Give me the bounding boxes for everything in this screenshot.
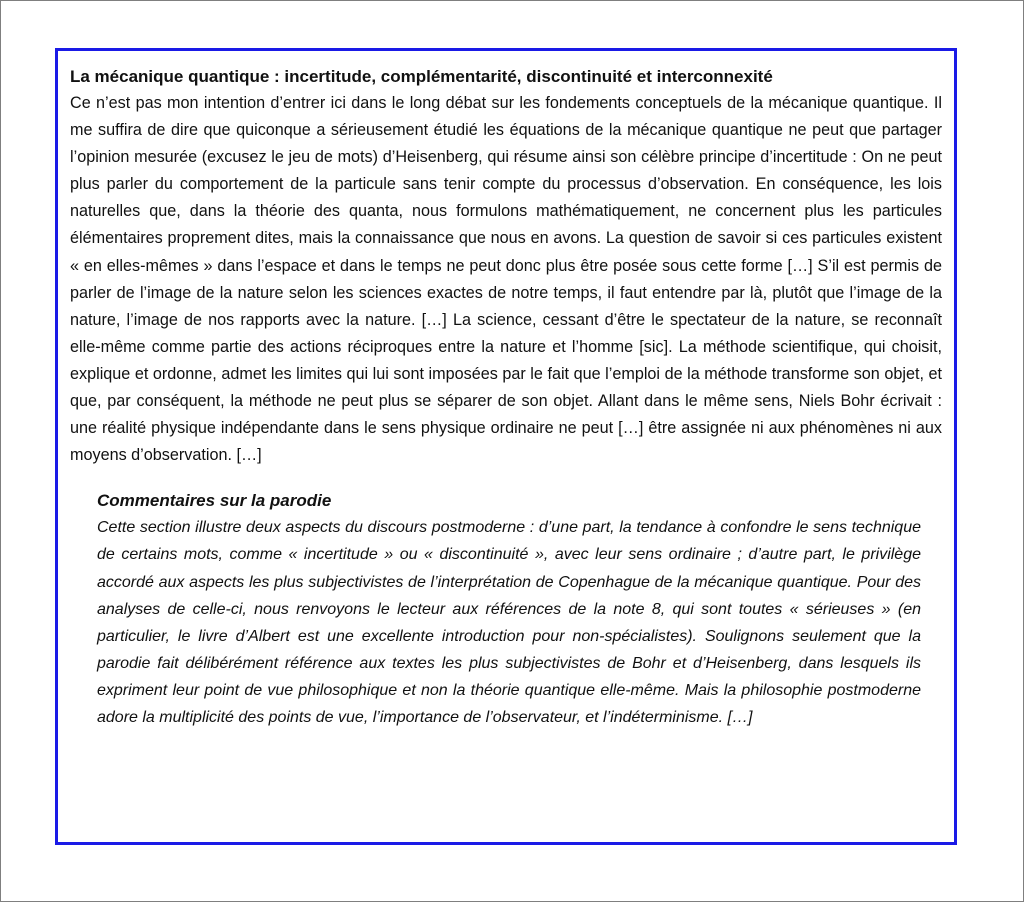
- section-heading: La mécanique quantique : incertitude, complémentarité, discontinuité et interconnexité: [70, 67, 773, 86]
- commentary-body: Cette section illustre deux aspects du discours postmoderne : d’une part, la tendance à confondre le sens technique de certains mots, comme « incertitude » ou « discontinuité », avec leur sens ordinaire ; d’autre part, le privilège accordé aux aspects les plus subjectivistes de l’interprétation de Copenhague de la mécanique quantique. Pour des analyses de celle-ci, nous renvoyons le lecteur aux références de la note 8, qui sont toutes « sérieuses » (en particulier, le livre d’Albert est une excellente introduction pour non-spécialistes). Soulignons seulement que la parodie fait délibérément référence aux textes les plus subjectivistes de Bohr et d’Heisenberg, dans lesquels ils expriment leur point de vue philosophique et non la théorie quantique elle-même. Mais la philosophie postmoderne adore la multiplicité des points de vue, l’importance de l’observateur, et l’indéterminisme. […]: [97, 519, 921, 726]
- text-box-content: [70, 63, 942, 731]
- text-box: [55, 48, 957, 845]
- section-body: Ce n’est pas mon intention d’entrer ici dans le long débat sur les fondements conceptuels de la mécanique quantique. Il me suffira de dire que quiconque a sérieusement étudié les équations de la mécanique quantique ne peut que partager l’opinion mesurée (excusez le jeu de mots) d’Heisenberg, qui résume ainsi son célèbre principe d’incertitude : On ne peut plus parler du comportement de la particule sans tenir compte du processus d’observation. En conséquence, les lois naturelles que, dans la théorie des quanta, nous formulons mathématiquement, ne concernent plus les particules élémentaires proprement dites, mais la connaissance que nous en avons. La question de savoir si ces particules existent « en elles-mêmes » dans l’espace et dans le temps ne peut donc plus être posée sous cette forme […] S’il est permis de parler de l’image de la nature selon les sciences exactes de notre temps, il faut entendre par là, plutôt que l’image de la nature, l’image de nos rapports avec la nature. […] La science, cessant d’être le spectateur de la nature, se reconnaît elle-même comme partie des actions réciproques entre la nature et l’homme [sic]. La méthode scientifique, qui choisit, explique et ordonne, admet les limites qui lui sont imposées par le fait que l’emploi de la méthode transforme son objet, et que, par conséquent, la méthode ne peut plus se séparer de son objet. Allant dans le même sens, Niels Bohr écrivait : une réalité physique indépendante dans le sens physique ordinaire ne peut […] être assignée ni aux phénomènes ni aux moyens d’observation. […]: [70, 94, 942, 465]
- commentary-title: Commentaires sur la parodie: [97, 491, 332, 511]
- commentary-block: [97, 487, 921, 731]
